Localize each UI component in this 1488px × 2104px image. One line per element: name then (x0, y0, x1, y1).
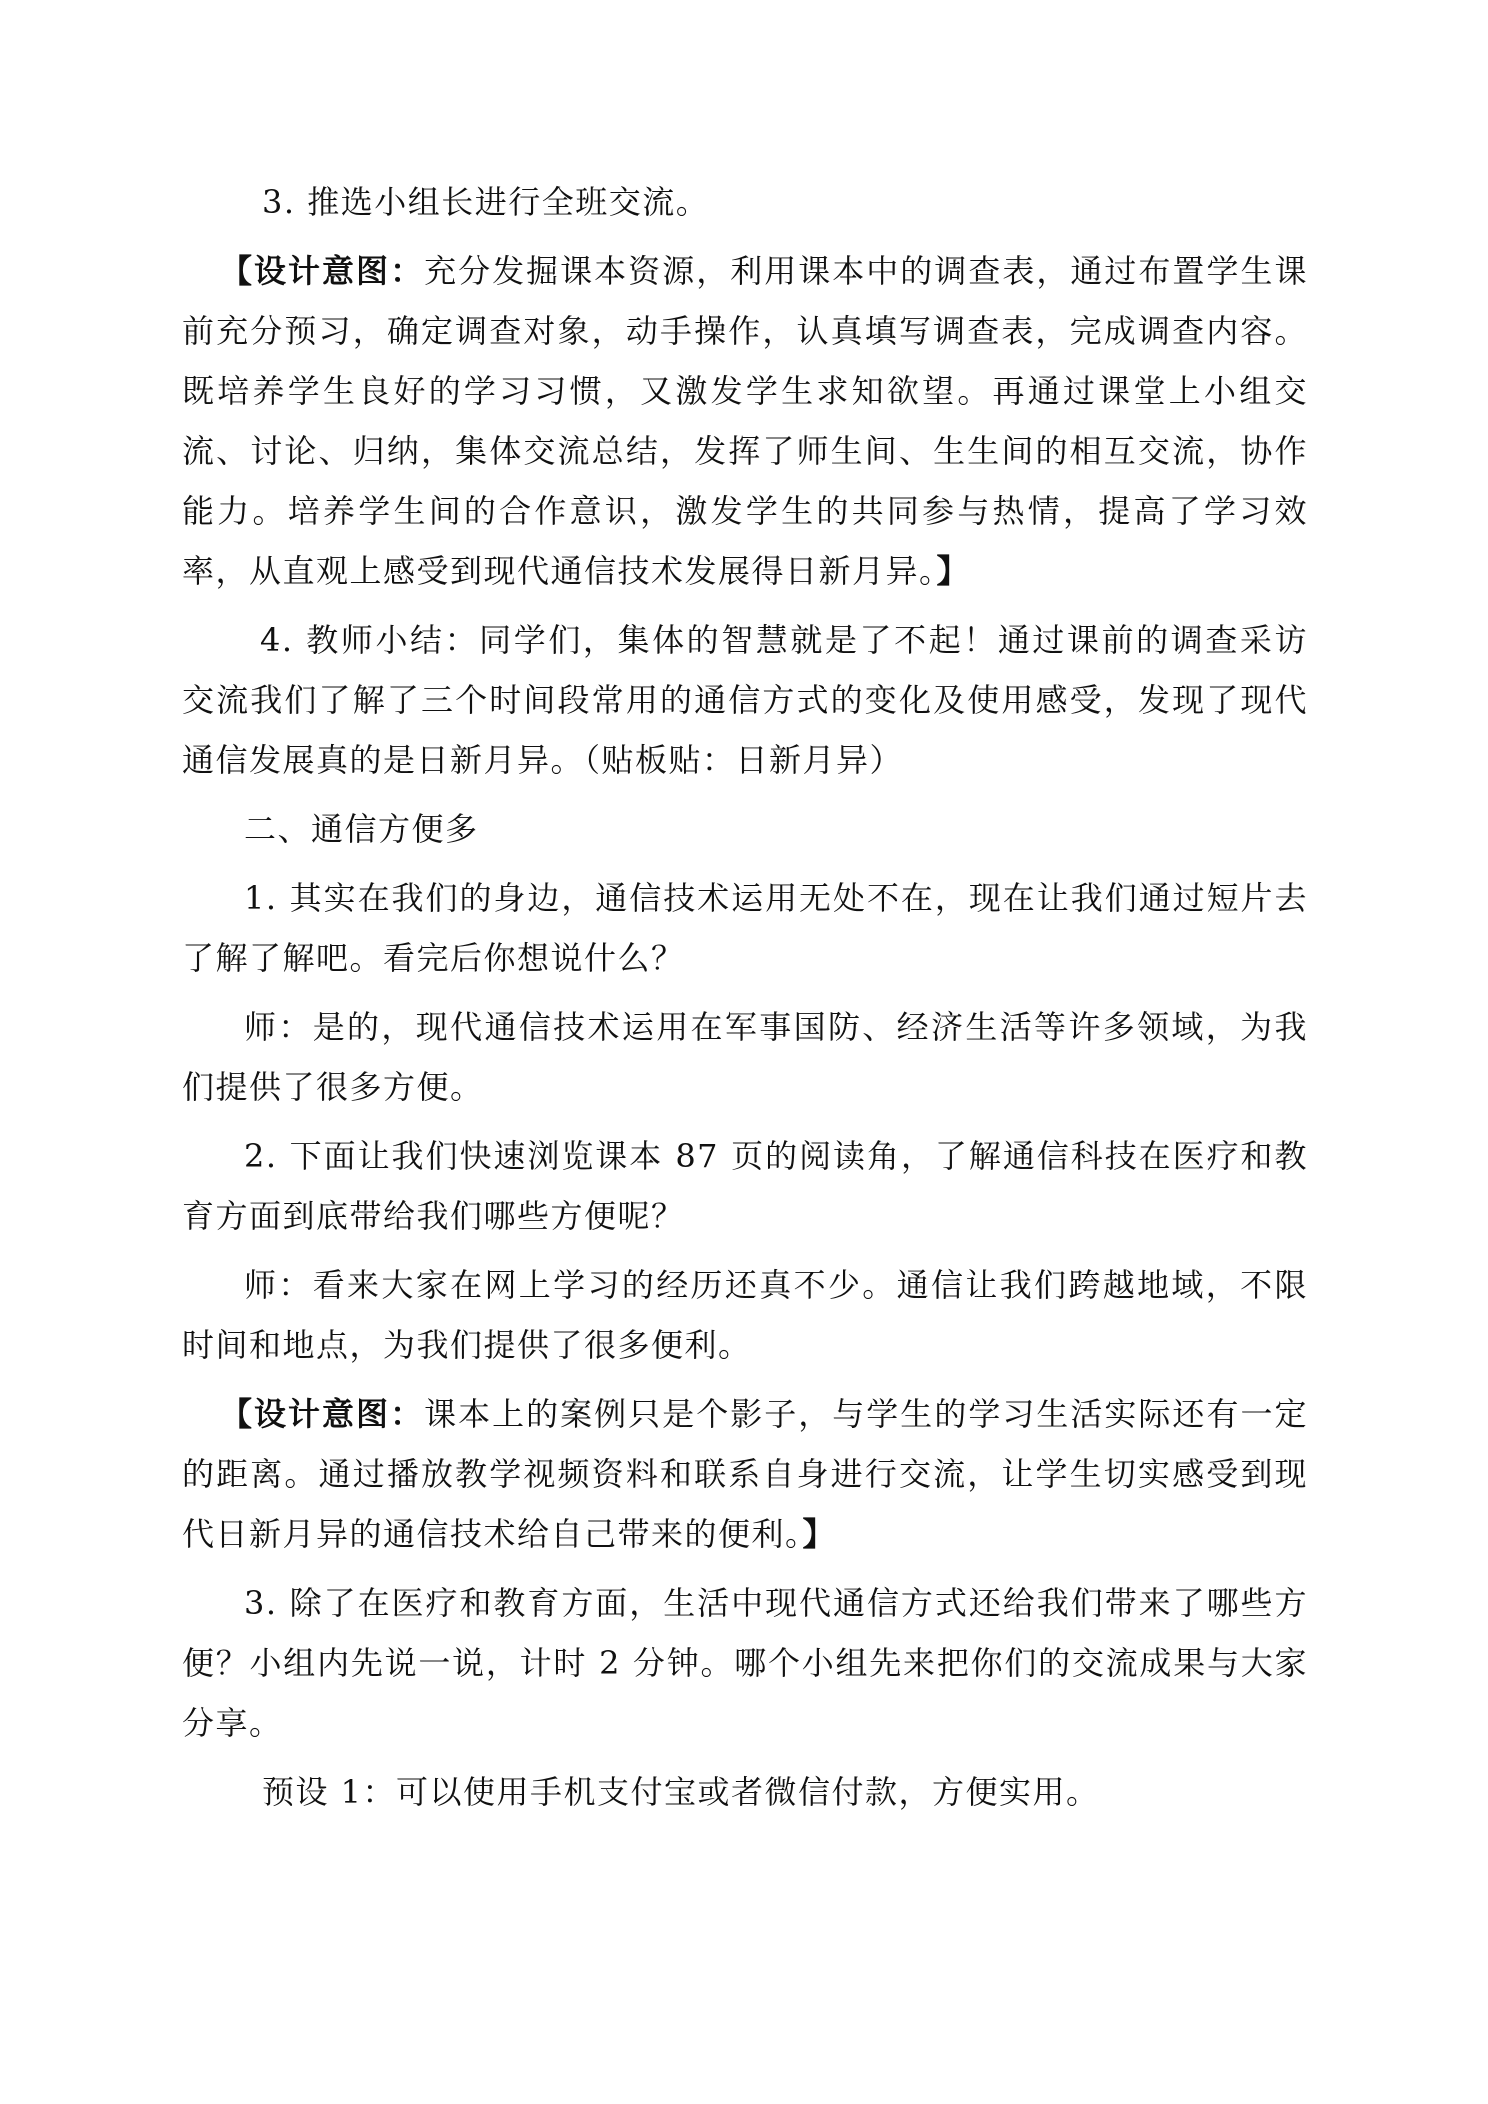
paragraph-teacher-remark-1: 师：是的，现代通信技术运用在军事国防、经济生活等许多领域，为我们提供了很多方便。 (182, 1008, 1308, 1106)
design-intent-paragraph-1 (182, 241, 1308, 601)
design-intent-close: 】 (936, 552, 971, 590)
design-intent-label: 【设计意图： (220, 252, 425, 290)
paragraph-teacher-remark-2: 师：看来大家在网上学习的经历还真不少。通信让我们跨越地域，不限时间和地点，为我们提供了很多便利。 (182, 1266, 1308, 1364)
section-heading-communication-convenience: 二、通信方便多 (244, 810, 479, 848)
paragraph-step-3-convenience: 3. 除了在医疗和教育方面，生活中现代通信方式还给我们带来了哪些方便？小组内先说一说，计时 2 分钟。哪个小组先来把你们的交流成果与大家分享。 (182, 1584, 1308, 1742)
paragraph-step-3: 3. 推选小组长进行全班交流。 (262, 183, 710, 221)
paragraph-step-1: 1. 其实在我们的身边，通信技术运用无处不在，现在让我们通过短片去了解了解吧。看完后你想说什么？ (182, 879, 1308, 977)
design-intent-close: 】 (802, 1515, 837, 1553)
design-intent-label: 【设计意图： (220, 1395, 425, 1433)
paragraph-teacher-summary: 4. 教师小结：同学们，集体的智慧就是了不起！通过课前的调查采访交流我们了解了三个时间段常用的通信方式的变化及使用感受，发现了现代通信发展真的是日新月异。（贴板贴：日新月异） (182, 621, 1308, 779)
paragraph-step-2: 2. 下面让我们快速浏览课本 87 页的阅读角，了解通信科技在医疗和教育方面到底带给我们哪些方便呢？ (182, 1137, 1308, 1235)
document-body (182, 172, 1308, 1831)
design-intent-paragraph-2 (182, 1384, 1308, 1564)
design-intent-text: 充分发掘课本资源，利用课本中的调查表，通过布置学生课前充分预习，确定调查对象，动手操作，认真填写调查表，完成调查内容。既培养学生良好的学习习惯，又激发学生求知欲望。再通过课堂上小组交流、讨论、归纳，集体交流总结，发挥了师生间、生生间的相互交流，协作能力。培养学生间的合作意识，激发学生的共同参与热情，提高了学习效率，从直观上感受到现代通信技术发展得日新月异。 (182, 252, 1308, 590)
paragraph-preset-1: 预设 1：可以使用手机支付宝或者微信付款，方便实用。 (262, 1773, 1100, 1811)
design-intent-text: 课本上的案例只是个影子，与学生的学习生活实际还有一定的距离。通过播放教学视频资料和联系自身进行交流，让学生切实感受到现代日新月异的通信技术给自己带来的便利。 (182, 1395, 1308, 1553)
